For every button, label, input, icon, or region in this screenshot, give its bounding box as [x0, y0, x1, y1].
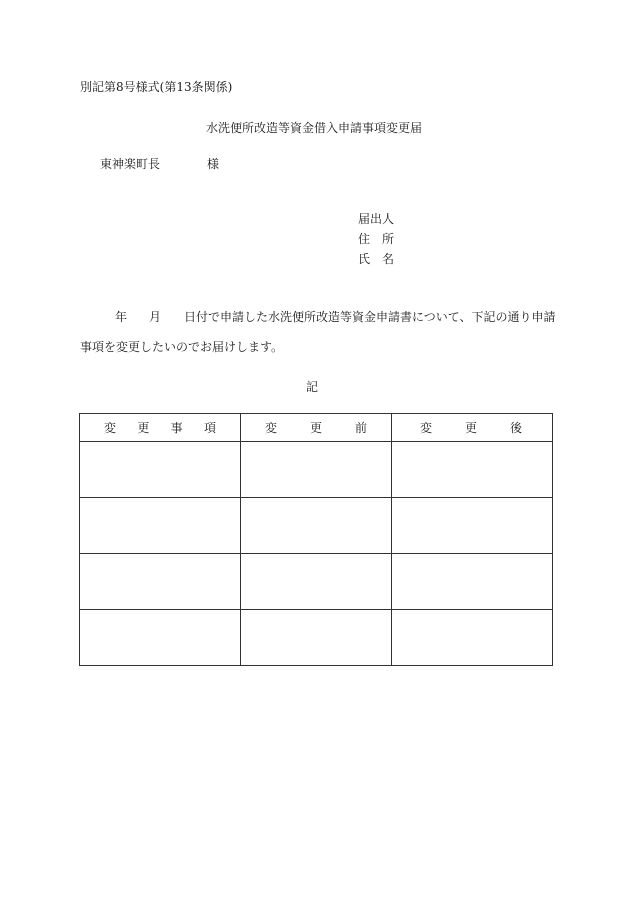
header-char: 変: [104, 421, 117, 435]
header-char: 更: [309, 421, 322, 435]
body-text-1: 日付で申請した水洗便所改造等資金申請書について、下記の通り申請: [184, 310, 556, 324]
header-change-item: [80, 414, 241, 442]
change-item-cell[interactable]: [80, 554, 241, 610]
before-change-cell[interactable]: [241, 554, 392, 610]
change-item-cell[interactable]: [80, 498, 241, 554]
ki-label: 記: [306, 380, 319, 394]
header-after-change: [392, 414, 553, 442]
body-line-2: 事項を変更したいのでお届けします。: [80, 340, 284, 354]
before-change-cell[interactable]: [241, 442, 392, 498]
before-change-cell[interactable]: [241, 610, 392, 666]
notifier-label: 届出人: [358, 212, 395, 226]
form-number: 別記第8号様式(第13条関係): [80, 80, 233, 94]
header-char: 項: [203, 421, 216, 435]
change-table: [79, 413, 553, 666]
document-title: 水洗便所改造等資金借入申請事項変更届: [206, 121, 423, 135]
header-char: 事: [170, 421, 183, 435]
table-header-row: [80, 414, 553, 442]
header-char: 更: [464, 421, 477, 435]
before-change-cell[interactable]: [241, 498, 392, 554]
table-row: [80, 554, 553, 610]
header-char: 変: [265, 421, 278, 435]
table-row: [80, 610, 553, 666]
table-row: [80, 442, 553, 498]
header-char: 後: [509, 421, 522, 435]
change-item-cell[interactable]: [80, 442, 241, 498]
table-row: [80, 498, 553, 554]
after-change-cell[interactable]: [392, 610, 553, 666]
month-label: 月: [149, 310, 162, 324]
recipient-honorific: 様: [207, 157, 220, 171]
name-label: 氏 名: [358, 252, 395, 266]
address-label: 住 所: [358, 232, 395, 246]
after-change-cell[interactable]: [392, 554, 553, 610]
header-before-change: [241, 414, 392, 442]
after-change-cell[interactable]: [392, 442, 553, 498]
year-label: 年: [115, 310, 128, 324]
header-char: 前: [354, 421, 367, 435]
header-char: 更: [137, 421, 150, 435]
change-item-cell[interactable]: [80, 610, 241, 666]
recipient: 東神楽町長: [100, 157, 161, 171]
header-char: 変: [420, 421, 433, 435]
after-change-cell[interactable]: [392, 498, 553, 554]
